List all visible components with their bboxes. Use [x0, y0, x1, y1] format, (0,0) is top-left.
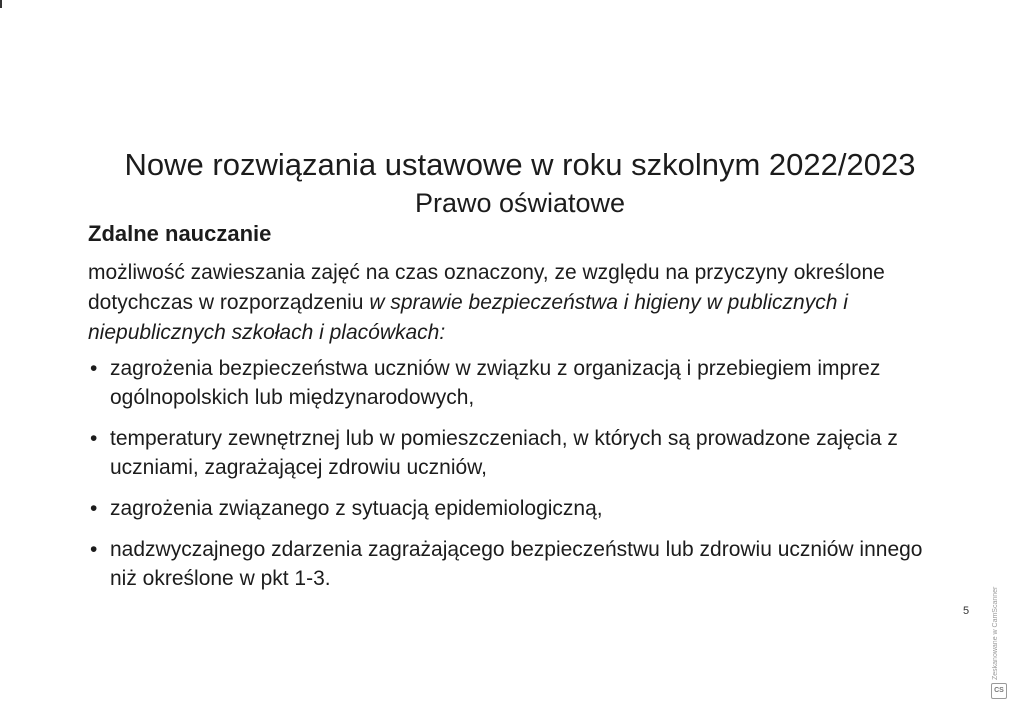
slide-title: Nowe rozwiązania ustawowe w roku szkolnym 2022/2023 [124, 147, 916, 182]
slide-subtitle: Prawo oświatowe [414, 188, 626, 218]
list-item [88, 354, 948, 412]
page-number: 5 [963, 605, 970, 617]
bullet-text: temperatury zewnętrznej lub w pomieszczeniach, w których są prowadzone zajęcia z uczniami, zagrażającej zdrowiu uczniów, [110, 427, 898, 479]
list-item [88, 494, 948, 523]
bullet-icon: • [90, 427, 98, 450]
intro-italic-text: w sprawie bezpieczeństwa i higieny w publicznych i niepublicznych szkołach i placówkach: [88, 291, 848, 344]
bullet-icon: • [90, 538, 98, 561]
bullet-text: zagrożenia bezpieczeństwa uczniów w związku z organizacją i przebiegiem imprez ogólnopolskich lub międzynarodowych, [110, 357, 881, 409]
bullet-text: zagrożenia związanego z sytuacją epidemiologiczną, [110, 497, 603, 520]
bullet-icon: • [90, 497, 98, 520]
list-item [88, 535, 948, 593]
intro-paragraph [88, 258, 938, 348]
intro-plain-text: możliwość zawieszania zajęć na czas oznaczony, ze względu na przyczyny określone dotychczas w rozporządzeniu [88, 261, 885, 314]
camscanner-logo-icon: CS [991, 683, 1007, 699]
bullet-list [88, 354, 948, 605]
list-item [88, 424, 948, 482]
watermark-text: Zeskanowane w CamScanner [992, 586, 999, 680]
camscanner-watermark [986, 580, 1012, 705]
bullet-text: nadzwyczajnego zdarzenia zagrażającego bezpieczeństwu lub zdrowiu uczniów innego niż określone w pkt 1-3. [110, 538, 923, 590]
section-heading: Zdalne nauczanie [88, 221, 272, 246]
bullet-icon: • [90, 357, 98, 380]
scan-corner-mark [0, 0, 2, 8]
